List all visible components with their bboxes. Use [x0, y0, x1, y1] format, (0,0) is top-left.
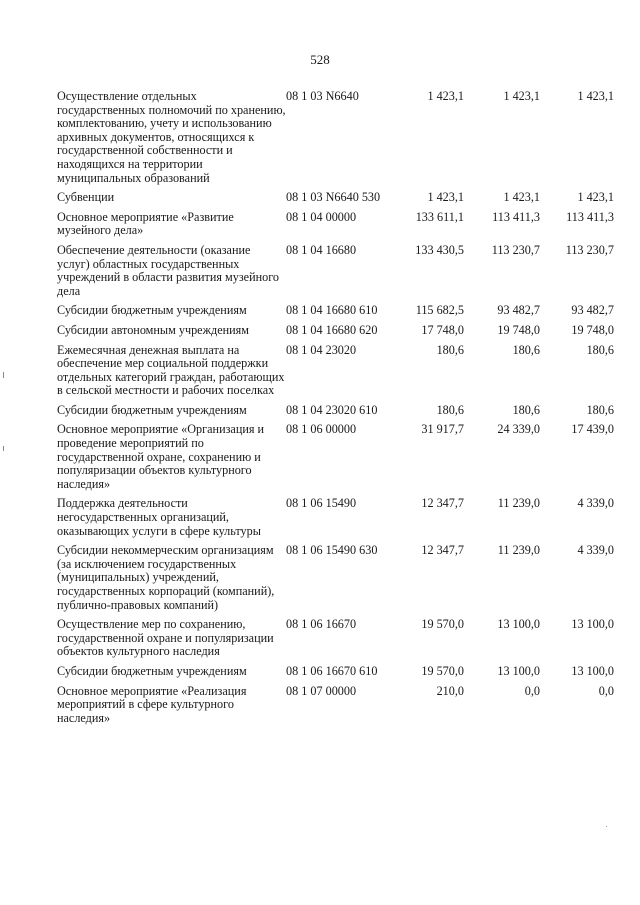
row-name: Осуществление отдельных государственных полномочий по хранению, комплектованию, учету и использованию архивных документов, относящихся к государственной собственности и находящихся на территории муниципальных образований — [57, 89, 286, 185]
row-code: 08 1 04 16680 — [286, 242, 357, 257]
budget-table — [57, 90, 614, 731]
row-code: 08 1 06 15490 630 — [286, 543, 378, 558]
row-value-3: 17 439,0 — [571, 422, 614, 437]
scan-margin-mark — [3, 446, 4, 451]
row-name: Субсидии автономным учреждениям — [57, 322, 249, 337]
table-row — [57, 685, 614, 732]
row-value-2: 19 748,0 — [497, 322, 540, 337]
row-value-3: 93 482,7 — [571, 303, 614, 318]
row-value-2: 1 423,1 — [503, 190, 540, 205]
table-row — [57, 423, 614, 497]
table-row — [57, 304, 614, 324]
row-value-1: 17 748,0 — [421, 322, 464, 337]
row-value-2: 24 339,0 — [497, 422, 540, 437]
row-code: 08 1 03 N6640 530 — [286, 190, 381, 205]
row-name: Основное мероприятие «Развитие музейного дела» — [57, 209, 234, 238]
row-name: Основное мероприятие «Реализация мероприятий в сфере культурного наследия» — [57, 683, 247, 725]
table-row — [57, 497, 614, 544]
row-value-1: 180,6 — [436, 402, 464, 417]
row-value-1: 180,6 — [436, 342, 464, 357]
row-value-1: 31 917,7 — [421, 422, 464, 437]
table-row — [57, 544, 614, 618]
row-value-2: 13 100,0 — [497, 617, 540, 632]
row-name: Ежемесячная денежная выплата на обеспечение мер социальной поддержки отдельных категорий граждан, работающих в сельской местности и рабочих поселках — [57, 342, 285, 398]
row-code: 08 1 04 16680 610 — [286, 303, 378, 318]
table-row — [57, 244, 614, 304]
row-name: Основное мероприятие «Организация и проведение мероприятий по государственной охране, сохранению и популяризации объектов культурного наследия» — [57, 422, 265, 491]
table-row — [57, 665, 614, 685]
row-code: 08 1 04 16680 620 — [286, 322, 378, 337]
scan-speck — [606, 826, 607, 827]
row-value-1: 19 570,0 — [421, 663, 464, 678]
table-row — [57, 211, 614, 244]
row-value-2: 180,6 — [512, 342, 540, 357]
row-value-2: 11 239,0 — [497, 496, 540, 511]
row-value-2: 1 423,1 — [503, 89, 540, 103]
row-value-3: 4 339,0 — [577, 496, 614, 511]
row-code: 08 1 04 23020 610 — [286, 402, 378, 417]
page-number: 528 — [310, 52, 330, 67]
row-code: 08 1 06 16670 — [286, 617, 357, 632]
table-row — [57, 404, 614, 424]
row-code: 08 1 06 16670 610 — [286, 663, 378, 678]
table-row — [57, 344, 614, 404]
budget-table-body — [57, 90, 614, 731]
row-value-2: 0,0 — [524, 683, 540, 698]
row-name: Осуществление мер по сохранению, государственной охране и популяризации объектов культурного наследия — [57, 617, 274, 659]
row-name: Субсидии бюджетным учреждениям — [57, 663, 247, 678]
row-value-1: 133 611,1 — [415, 209, 464, 224]
row-value-3: 4 339,0 — [577, 543, 614, 558]
row-value-1: 1 423,1 — [427, 190, 464, 205]
row-name: Субсидии бюджетным учреждениям — [57, 402, 247, 417]
row-value-3: 180,6 — [586, 402, 614, 417]
row-code: 08 1 04 00000 — [286, 209, 357, 224]
table-row — [57, 618, 614, 665]
table-row — [57, 191, 614, 211]
row-value-3: 113 411,3 — [566, 209, 614, 224]
row-value-1: 115 682,5 — [415, 303, 464, 318]
row-value-1: 1 423,1 — [427, 89, 464, 103]
row-value-3: 13 100,0 — [571, 663, 614, 678]
row-value-2: 180,6 — [512, 402, 540, 417]
row-value-1: 210,0 — [436, 683, 464, 698]
row-name: Субсидии бюджетным учреждениям — [57, 303, 247, 318]
row-code: 08 1 03 N6640 — [286, 89, 359, 103]
row-value-2: 93 482,7 — [497, 303, 540, 318]
row-value-3: 0,0 — [598, 683, 614, 698]
table-row — [57, 90, 614, 191]
row-value-2: 13 100,0 — [497, 663, 540, 678]
row-code: 08 1 04 23020 — [286, 342, 357, 357]
row-code: 08 1 06 15490 — [286, 496, 357, 511]
row-name: Субсидии некоммерческим организациям (за исключением государственных (муниципальных) учреждений, государственных корпораций (компаний), публично-правовых компаний) — [57, 543, 275, 612]
row-value-2: 11 239,0 — [497, 543, 540, 558]
scan-margin-mark — [3, 372, 4, 378]
row-code: 08 1 07 00000 — [286, 683, 357, 698]
row-value-1: 12 347,7 — [421, 496, 464, 511]
row-name: Поддержка деятельности негосударственных организаций, оказывающих услуги в сфере культуры — [57, 496, 261, 538]
row-value-3: 180,6 — [586, 342, 614, 357]
row-value-3: 113 230,7 — [565, 242, 614, 257]
table-row — [57, 324, 614, 344]
row-value-3: 19 748,0 — [571, 322, 614, 337]
row-value-1: 12 347,7 — [421, 543, 464, 558]
row-name: Субвенции — [57, 190, 115, 205]
row-value-3: 1 423,1 — [577, 89, 614, 103]
row-value-1: 133 430,5 — [415, 242, 464, 257]
row-value-3: 1 423,1 — [577, 190, 614, 205]
row-value-2: 113 411,3 — [492, 209, 540, 224]
row-code: 08 1 06 00000 — [286, 422, 357, 437]
row-value-1: 19 570,0 — [421, 617, 464, 632]
row-value-2: 113 230,7 — [491, 242, 540, 257]
row-name: Обеспечение деятельности (оказание услуг) областных государственных учреждений в области развития музейного дела — [57, 242, 280, 298]
row-value-3: 13 100,0 — [571, 617, 614, 632]
